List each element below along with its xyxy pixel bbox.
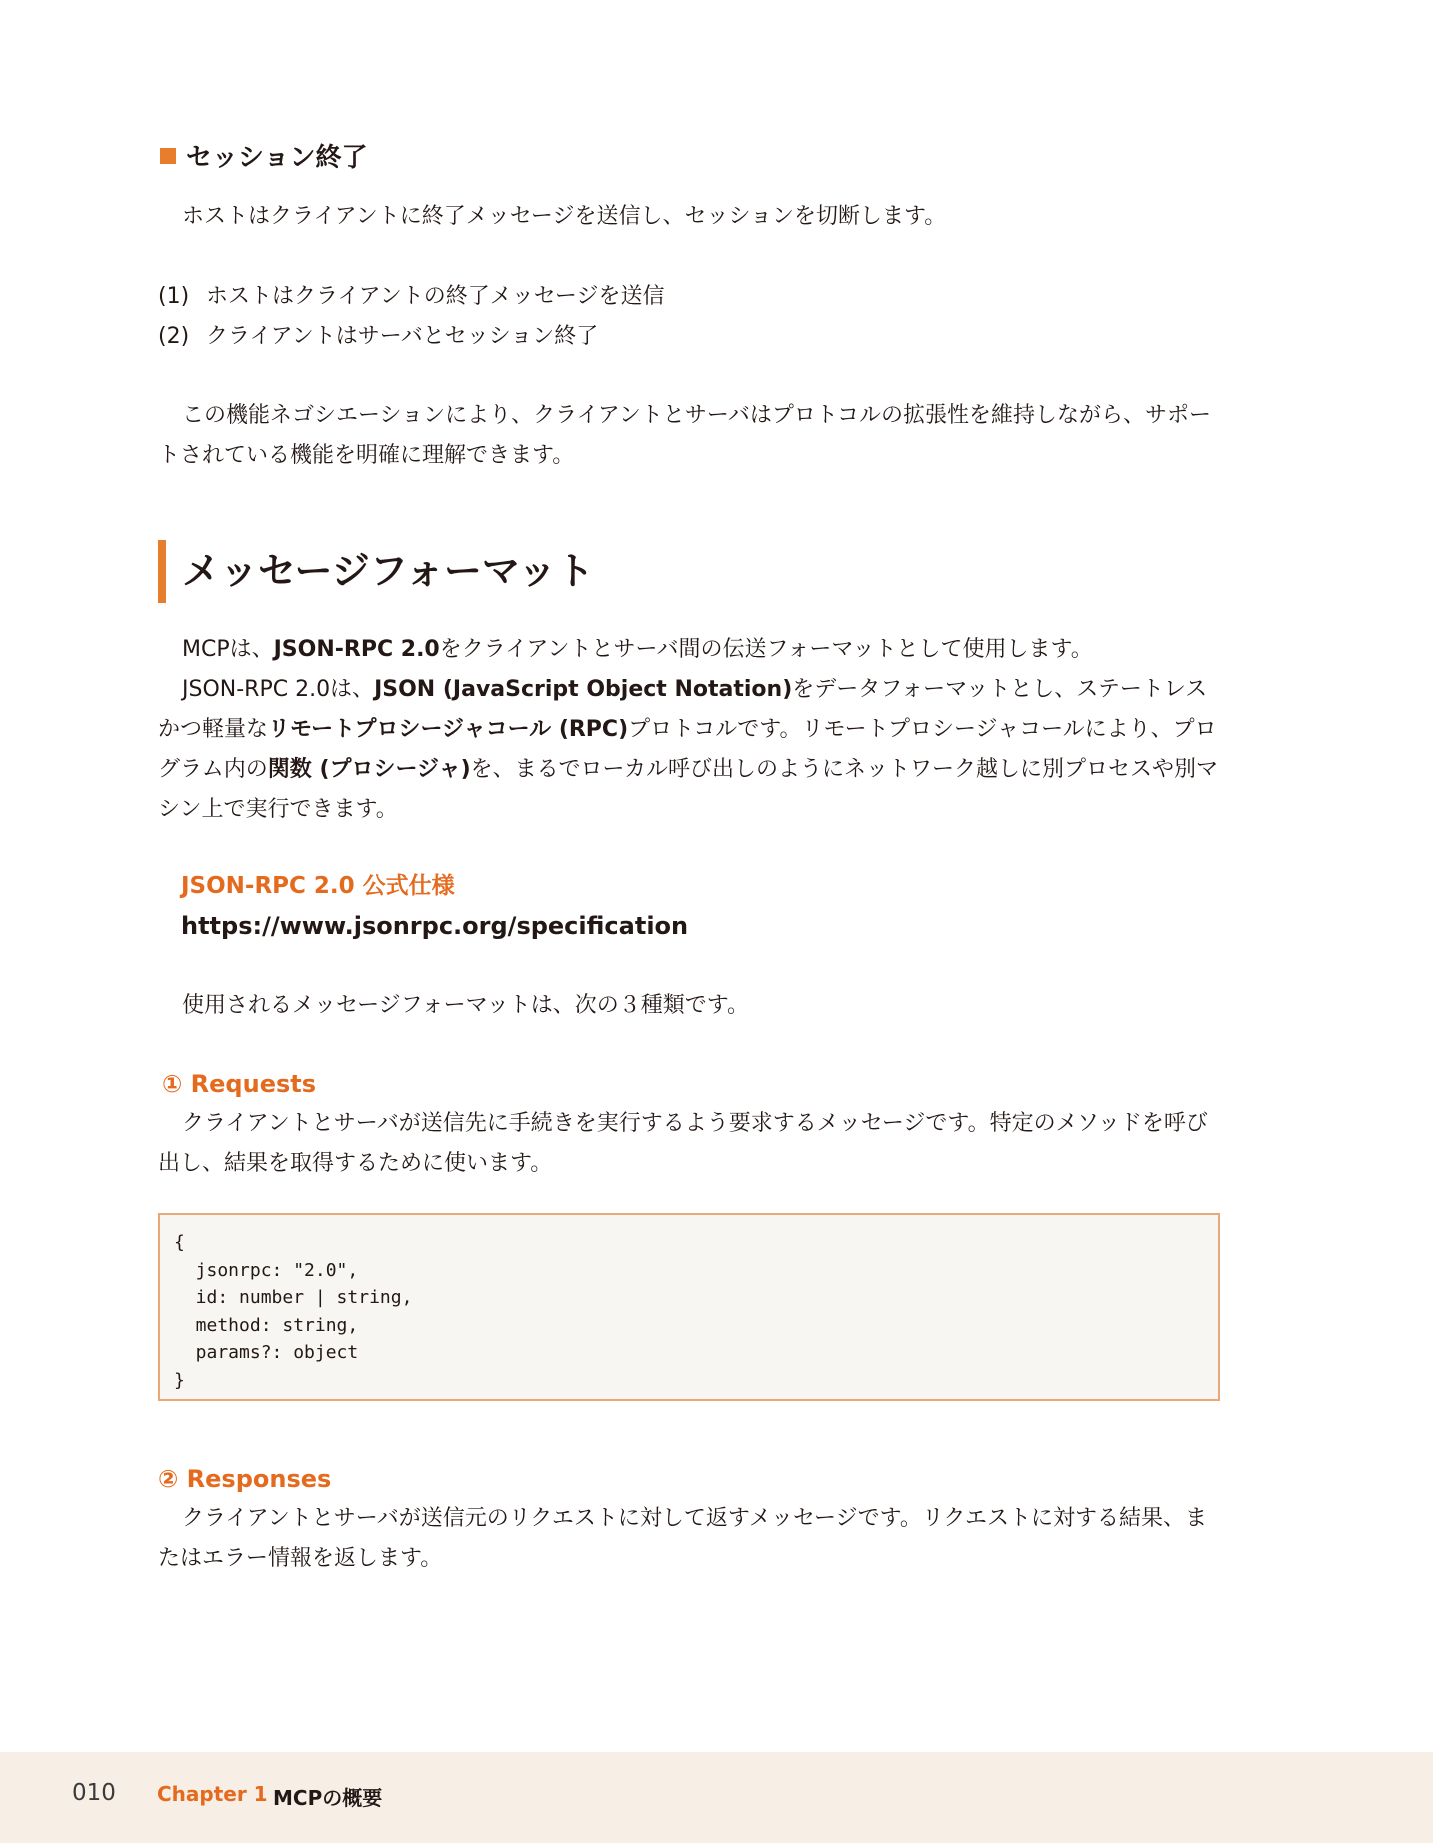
reference-url-link[interactable]: https://www.jsonrpc.org/specification	[181, 912, 689, 940]
page-number: 010	[72, 1780, 116, 1806]
code-line: {	[174, 1232, 185, 1253]
section-heading-message-format: メッセージフォーマット	[158, 540, 594, 603]
message-format-paragraph-2: JSON-RPC 2.0は、JSON (JavaScript Object Notation)をデータフォーマットとし、ステートレスかつ軽量なリモートプロシージャコール (RPC)プロトコルです。リモートプロシージャコールにより、プログラム内の関数 (プロシージャ)を、まるでローカル呼び出しのようにネットワーク越しに別プロセスや別マシン上で実行できます。	[158, 677, 1219, 822]
requests-code-block	[158, 1213, 1220, 1401]
code-line: params?: object	[174, 1342, 359, 1363]
reference-title: JSON-RPC 2.0 公式仕様	[181, 873, 455, 899]
chapter-label: Chapter 1	[157, 1782, 268, 1806]
list-item: (2) クライアントはサーバとセッション終了	[158, 324, 599, 349]
code-line: id: number | string,	[174, 1287, 413, 1308]
session-end-summary: この機能ネゴシエーションにより、クライアントとサーバはプロトコルの拡張性を維持しながら、サポートされている機能を明確に理解できます。	[158, 403, 1211, 468]
square-bullet-icon	[160, 148, 176, 164]
chapter-title: MCPの概要	[273, 1786, 383, 1810]
requests-description: クライアントとサーバが送信先に手続きを実行するよう要求するメッセージです。特定のメソッドを呼び出し、結果を取得するために使います。	[158, 1111, 1208, 1176]
session-end-intro: ホストはクライアントに終了メッセージを送信し、セッションを切断します。	[182, 204, 947, 229]
message-format-paragraph-1: MCPは、JSON-RPC 2.0をクライアントとサーバ間の伝送フォーマットとして使用します。	[182, 637, 1093, 662]
page-footer	[0, 1752, 1433, 1843]
responses-heading: ② Responses	[158, 1465, 332, 1493]
list-item: (1) ホストはクライアントの終了メッセージを送信	[158, 284, 665, 309]
message-types-intro: 使用されるメッセージフォーマットは、次の３種類です。	[182, 993, 749, 1018]
code-line: }	[174, 1369, 185, 1391]
requests-heading: ① Requests	[162, 1070, 317, 1098]
responses-description: クライアントとサーバが送信元のリクエストに対して返すメッセージです。リクエストに対する結果、またはエラー情報を返します。	[158, 1506, 1207, 1571]
code-line: method: string,	[174, 1314, 359, 1336]
code-line: jsonrpc: "2.0",	[174, 1259, 359, 1281]
section-heading-session-end: セッション終了	[160, 140, 367, 176]
